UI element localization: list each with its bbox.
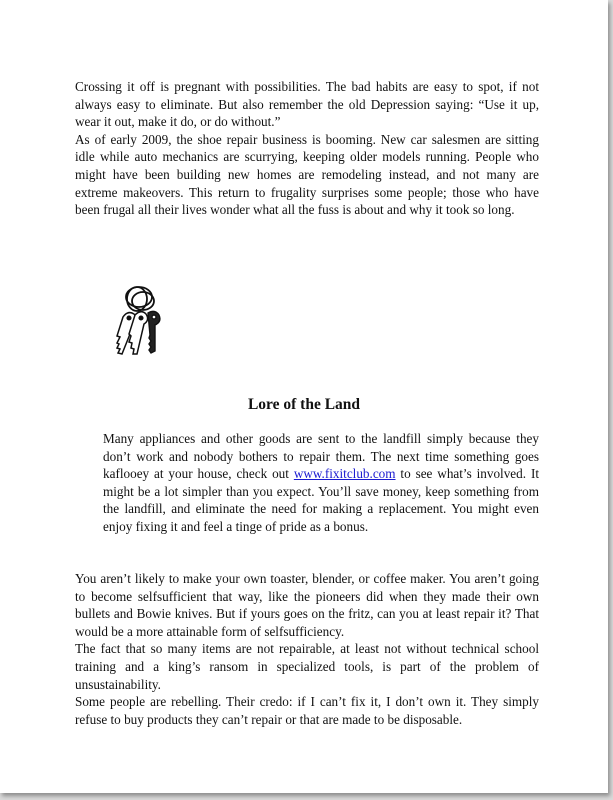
lore-text	[103, 430, 539, 536]
body-text-block	[75, 570, 539, 728]
paragraph: Some people are rebelling. Their credo: if I can’t fix it, I don’t own it. They simply refuse to buy products they can’t repair or that are made to be disposable.	[75, 694, 539, 727]
paragraph: You aren’t likely to make your own toaster, blender, or coffee maker. You aren’t going to become selfsufficient that way, like the pioneers did when they made their own bullets and Bowie knives. But if yours goes on the fritz, can you at least repair it? That would be a more attainable form of selfsufficiency.	[75, 571, 539, 639]
intro-text-block	[75, 78, 539, 219]
keys-icon	[108, 283, 170, 365]
lore-text-before: Many appliances and other goods are sent to the landfill simply because they don’t work and nobody bothers to repair them. The next time something goes kaflooey at your house, check out	[103, 431, 539, 482]
fixitclub-link[interactable]: www.fixitclub.com	[293, 466, 396, 482]
paragraph: Crossing it off is pregnant with possibilities. The bad habits are easy to spot, if not always easy to eliminate. But also remember the old Depression saying: “Use it up, wear it out, make it do, or do without.”	[75, 79, 539, 130]
lore-text-after: to see what’s involved. It might be a lot simpler than you expect. You’ll save money, keep something from the landfill, and eliminate the need for making a replacement. You might even enjoy fixing it and feel a tinge of pride as a bonus.	[103, 466, 539, 534]
section-heading: Lore of the Land	[247, 396, 361, 413]
paragraph: As of early 2009, the shoe repair business is booming. New car salesmen are sitting idle while auto mechanics are scurrying, keeping older models running. People who might have been building new homes are remodeling instead, and not many are extreme makeovers. This return to frugality surprises some people; those who have been frugal all their lives wonder what all the fuss is about and why it took so long.	[75, 131, 539, 218]
paragraph: The fact that so many items are not repairable, at least not without technical school training and a king’s ransom in specialized tools, is part of the problem of unsustainability.	[75, 641, 539, 692]
